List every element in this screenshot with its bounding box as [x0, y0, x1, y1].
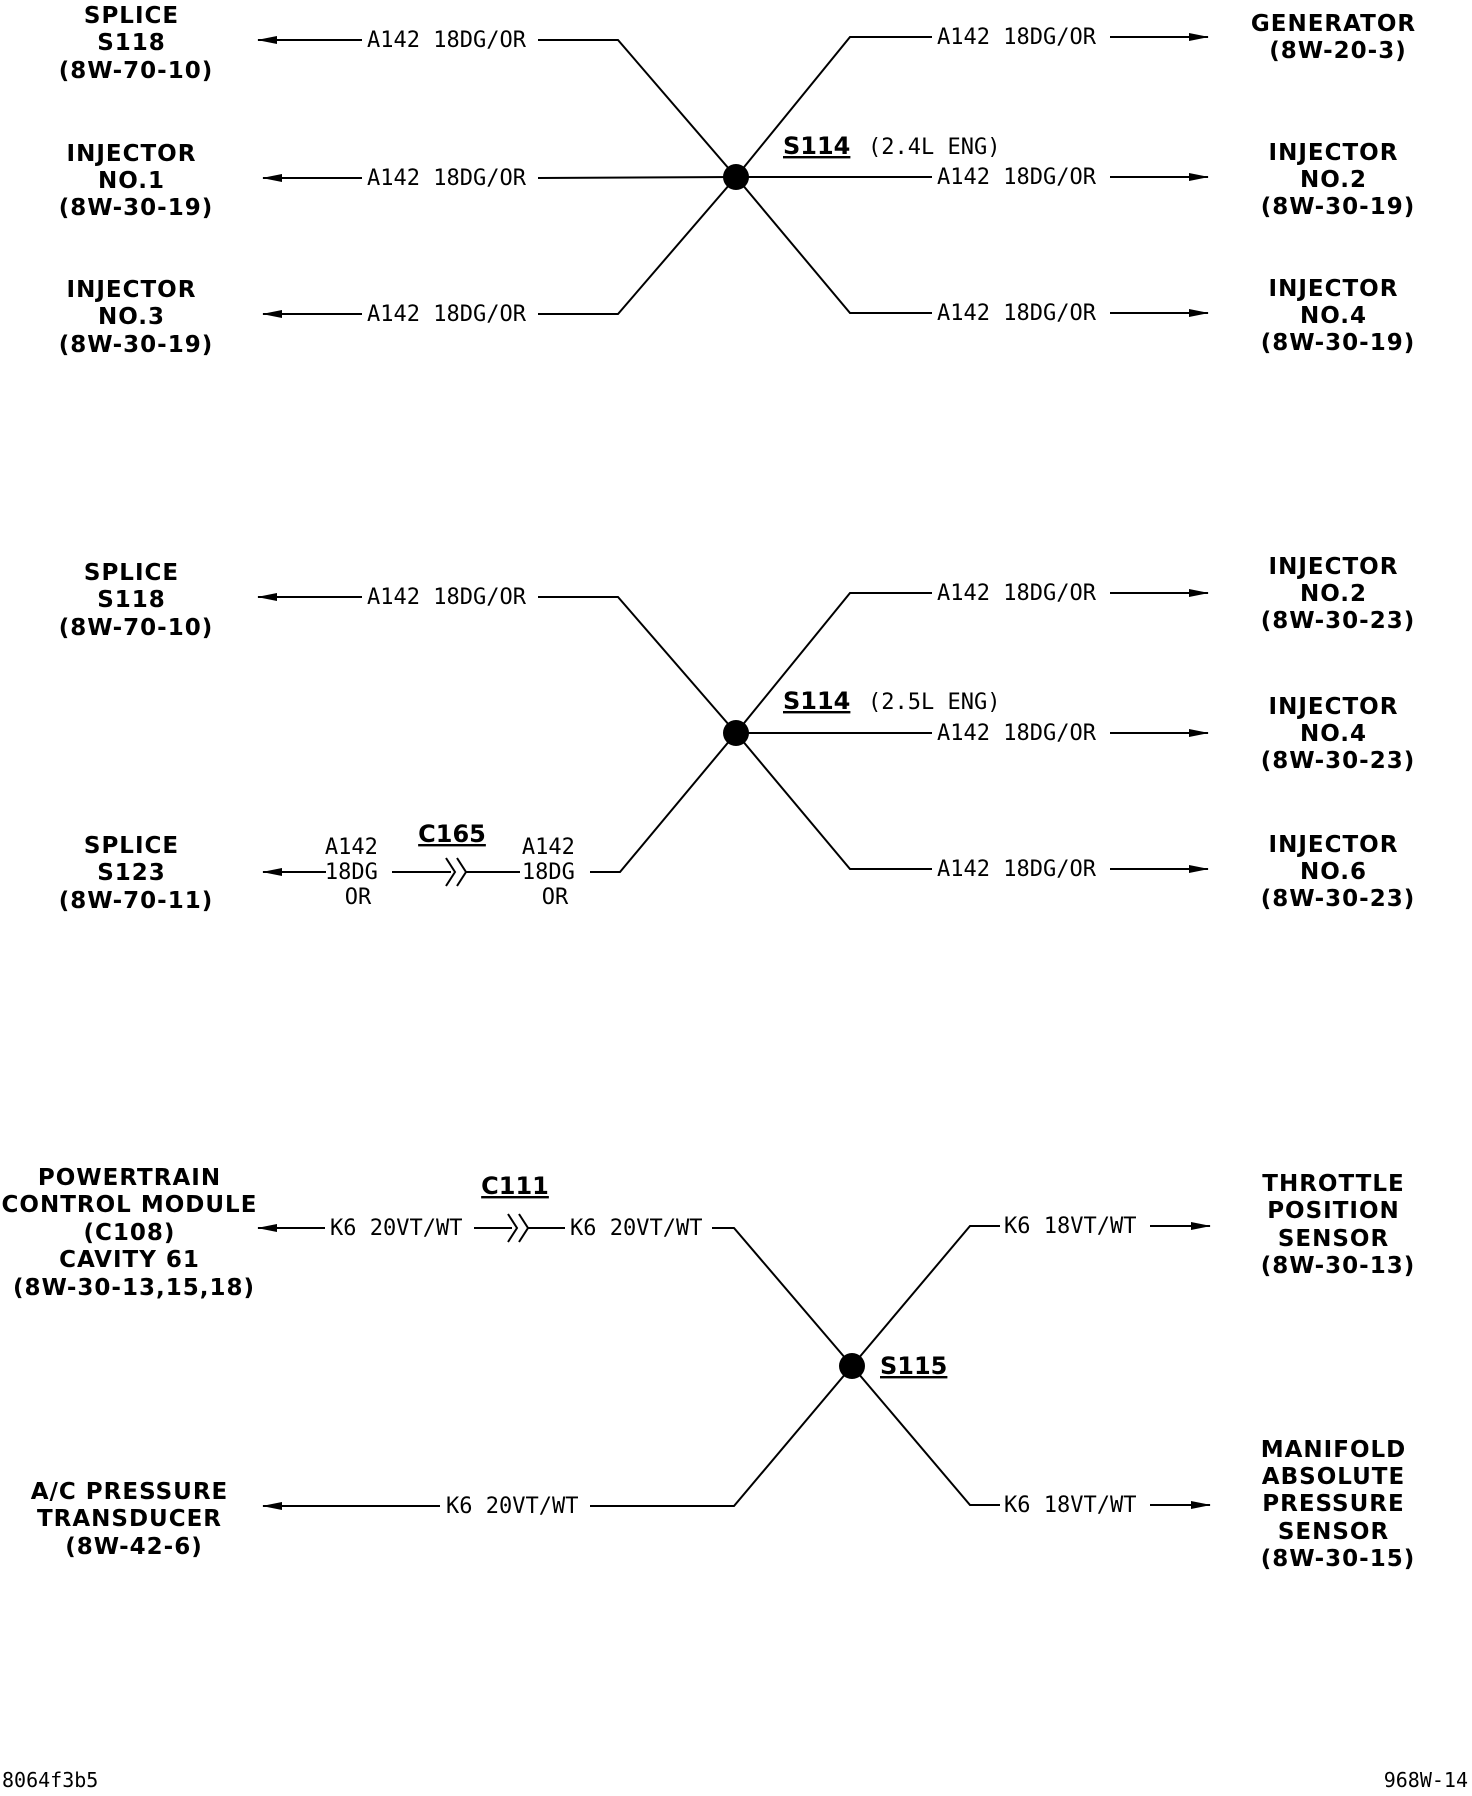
wire-segment	[736, 177, 932, 313]
wire-segment	[538, 597, 736, 733]
wire-label: A142 18DG/OR	[937, 581, 1096, 606]
wire-label: A142 18DG/OR	[367, 166, 526, 191]
wire-segment	[590, 733, 736, 872]
wire-label: A142 18DG/OR	[937, 165, 1096, 190]
wire-segment	[852, 1366, 1000, 1505]
wire-segment	[852, 1226, 1000, 1366]
wire-label: A142 18DG/OR	[937, 721, 1096, 746]
wire-segment	[538, 177, 736, 178]
component-label-injector-3: INJECTOR NO.3 (8W-30-19)	[58, 277, 214, 358]
wire-segment	[590, 1366, 852, 1506]
wire-label: K6 18VT/WT	[1004, 1493, 1137, 1518]
component-label-splice-s118: SPLICE S118 (8W-70-10)	[58, 3, 214, 84]
group-s114-2-4l	[59, 3, 1425, 358]
splice-note: (2.5L ENG)	[868, 690, 1001, 715]
wire-label: A142 18DG/OR	[367, 28, 526, 53]
component-label-injector-4: INJECTOR NO.4 (8W-30-23)	[1260, 694, 1416, 774]
splice-note: (2.4L ENG)	[868, 135, 1001, 160]
component-label-injector-2: INJECTOR NO.2 (8W-30-23)	[1260, 554, 1416, 634]
wire-label: K6 20VT/WT	[330, 1216, 463, 1241]
component-label-map-sensor: MANIFOLD ABSOLUTE PRESSURE SENSOR (8W-30-15)	[1260, 1437, 1416, 1572]
group-s114-2-5l	[59, 554, 1415, 914]
component-label-generator: GENERATOR (8W-20-3)	[1250, 11, 1417, 64]
wire-label: K6 18VT/WT	[1004, 1214, 1137, 1239]
component-label-splice-s118: SPLICE S118 (8W-70-10)	[58, 560, 214, 641]
component-label-injector-2: INJECTOR NO.2 (8W-30-19)	[1260, 140, 1416, 220]
wire-segment	[712, 1228, 852, 1366]
splice-dot	[723, 720, 749, 746]
splice-name: S114	[783, 132, 851, 160]
component-label-injector-6: INJECTOR NO.6 (8W-30-23)	[1260, 832, 1416, 912]
wire-segment	[538, 40, 736, 177]
wire-label: A142 18DG/OR	[937, 25, 1096, 50]
connector-name: C165	[418, 820, 486, 848]
wire-segment	[538, 177, 736, 314]
splice-dot	[839, 1353, 865, 1379]
wire-label: A142 18DG/OR	[367, 302, 526, 327]
wire-label-stacked: A142 18DG OR	[324, 835, 378, 910]
footer-id-right: 968W-14	[1383, 1768, 1468, 1792]
group-s115	[2, 1165, 1416, 1572]
footer-id-left: 8064f3b5	[2, 1768, 99, 1792]
component-label-splice-s123: SPLICE S123 (8W-70-11)	[58, 833, 214, 914]
splice-name: S115	[880, 1352, 948, 1380]
component-label-injector-1: INJECTOR NO.1 (8W-30-19)	[58, 141, 214, 221]
wire-label-stacked: A142 18DG OR	[521, 835, 575, 910]
wire-label: A142 18DG/OR	[937, 857, 1096, 882]
wire-label: A142 18DG/OR	[937, 301, 1096, 326]
connector-name: C111	[481, 1172, 549, 1200]
wire-segment	[736, 733, 932, 869]
component-label-injector-4: INJECTOR NO.4 (8W-30-19)	[1260, 276, 1416, 356]
splice-dot	[723, 164, 749, 190]
component-label-powertrain-control-module: POWERTRAIN CONTROL MODULE (C108) CAVITY 61 (8W-30-13,15,18)	[1, 1165, 258, 1301]
component-label-ac-pressure-transducer: A/C PRESSURE TRANSDUCER (8W-42-6)	[30, 1479, 229, 1560]
component-label-throttle-position-sensor: THROTTLE POSITION SENSOR (8W-30-13)	[1260, 1171, 1416, 1279]
wire-label: K6 20VT/WT	[570, 1216, 703, 1241]
splice-name: S114	[783, 687, 851, 715]
wire-label: K6 20VT/WT	[446, 1494, 579, 1519]
wire-label: A142 18DG/OR	[367, 585, 526, 610]
